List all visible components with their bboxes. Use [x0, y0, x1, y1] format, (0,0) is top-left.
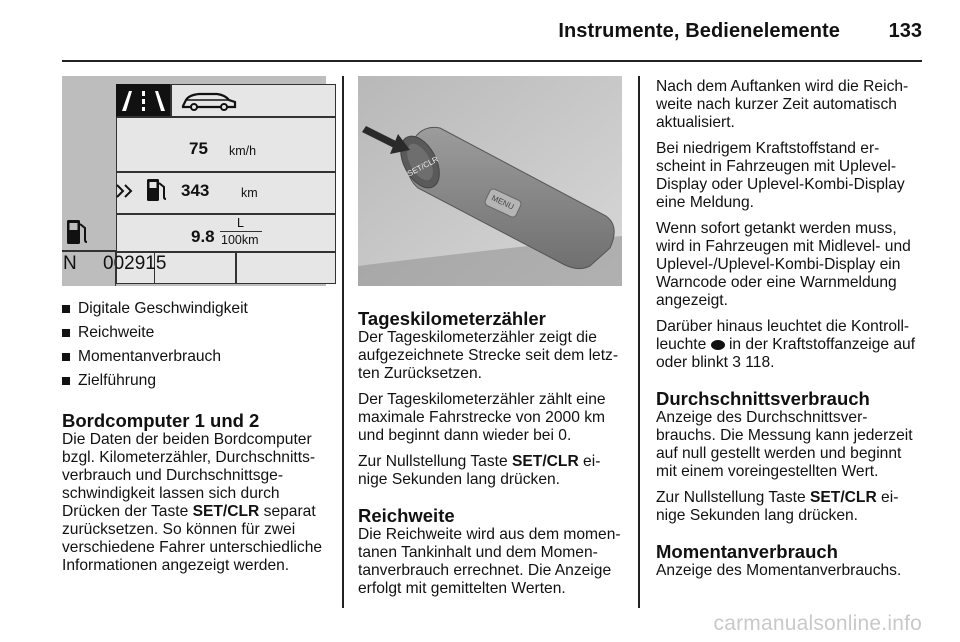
- header-divider: [62, 60, 922, 62]
- section-heading: Tageskilometerzähler: [358, 308, 546, 329]
- steering-lever-illustration: [358, 76, 622, 286]
- illustration-menu-label: MENU: [490, 193, 516, 212]
- column-3: [656, 78, 922, 588]
- paragraph: Anzeige des Momentanverbrauchs.: [656, 562, 902, 579]
- odometer-value: 002915: [103, 253, 167, 274]
- speed-value: 75: [189, 139, 208, 158]
- paragraph: Der Tageskilometerzähler zählt eine maximale Fahrstrecke von 2000 km und beginnt dann wieder bei 0.: [358, 391, 606, 444]
- paragraph: Zur Nullstellung Taste SET/CLR einige Sekunden lang drücken.: [358, 453, 601, 488]
- paragraph: Darüber hinaus leuchtet die Kontrollleuchte in der Kraftstoffanzeige auf oder blinkt 3 118.: [656, 318, 916, 371]
- double-chevron-icon: [115, 181, 139, 201]
- consumption-value: 9.8: [191, 227, 215, 246]
- section-heading: Bordcomputer 1 und 2: [62, 410, 260, 431]
- paragraph: Bei niedrigem Kraftstoffstand erscheint in Fahrzeugen mit Uplevel-Display oder Uplevel-Kombi-Display eine Meldung.: [656, 140, 905, 211]
- list-item: Digitale Geschwindigkeit: [62, 300, 330, 318]
- page-number: 133: [888, 20, 922, 42]
- column-divider-right: [638, 76, 640, 608]
- list-item: Zielführung: [62, 372, 330, 390]
- fuel-pump-icon: [145, 177, 169, 203]
- section-heading: Reichweite: [358, 505, 455, 526]
- list-item: Momentanverbrauch: [62, 348, 330, 366]
- car-icon: [179, 89, 239, 113]
- fuel-warning-light-icon: [711, 340, 725, 350]
- odometer-label: N: [63, 253, 77, 274]
- fuel-pump-icon-consumption: [65, 218, 91, 246]
- paragraph: Der Tageskilometerzähler zeigt die aufgezeichnete Strecke seit dem letzten Zurücksetzen.: [358, 329, 619, 382]
- header-title: Instrumente, Bedienelemente: [558, 20, 840, 42]
- paragraph: Anzeige des Durchschnittsverbrauchs. Die Messung kann jederzeit auf null gestellt werden und beginnt mit einem voreingestellten Wert.: [656, 409, 913, 480]
- paragraph: Nach dem Auftanken wird die Reichweite nach kurzer Zeit automatisch aktualisiert.: [656, 78, 909, 131]
- column-1: [62, 300, 330, 583]
- paragraph: Die Reichweite wird aus dem momentanen Tankinhalt und dem Momentanverbrauch errechnet. Die Anzeige erfolgt mit gemittelten Werten.: [358, 526, 621, 597]
- column-2: [358, 308, 624, 606]
- watermark: carmanualsonline.info: [713, 612, 922, 635]
- paragraph: Die Daten der beiden Bordcomputer bzgl. Kilometerzähler, Durchschnittsverbrauch und Durchschnittsgeschwindigkeit lassen sich durch Drücken der Taste SET/CLR separat zurücksetzen. So können für zwei verschiedene Fahrer unterschiedliche Informationen angezeigt werden.: [62, 431, 323, 574]
- section-heading: Durchschnittsverbrauch: [656, 388, 870, 409]
- paragraph: Zur Nullstellung Taste SET/CLR einige Sekunden lang drücken.: [656, 489, 899, 524]
- column-divider-left: [342, 76, 344, 608]
- range-unit: km: [241, 186, 258, 200]
- speed-unit: km/h: [229, 144, 257, 158]
- display-screen: [63, 84, 336, 284]
- section-heading: Momentanverbrauch: [656, 541, 838, 562]
- range-value: 343: [181, 181, 210, 200]
- paragraph: Wenn sofort getankt werden muss, wird in Fahrzeugen mit Midlevel- und Uplevel-/Uplevel-Kombi-Display ein Warncode oder eine Warnmeldung angezeigt.: [656, 220, 911, 309]
- road-icon: [116, 84, 171, 117]
- display-feature-list: [62, 300, 330, 390]
- illustration-button-label: SET/CLR: [405, 154, 440, 179]
- list-item: Reichweite: [62, 324, 330, 342]
- display-illustration: [62, 76, 326, 286]
- consumption-unit-top: L: [237, 216, 244, 230]
- consumption-unit-bottom: 100km: [221, 233, 259, 247]
